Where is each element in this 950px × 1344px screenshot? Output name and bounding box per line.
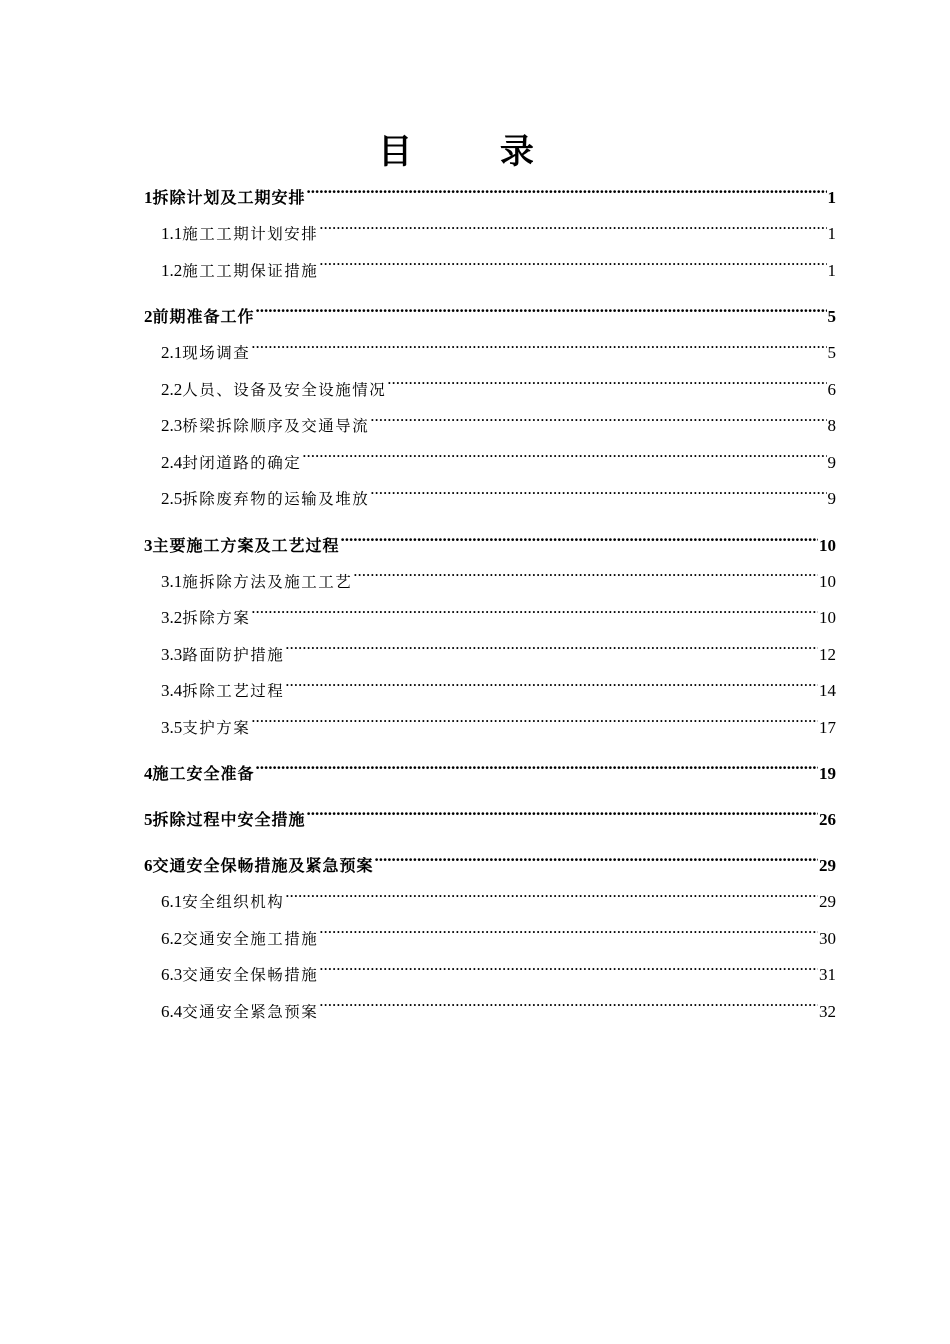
toc-section-entry[interactable] xyxy=(144,710,836,747)
toc-dot-leader xyxy=(387,378,826,395)
toc-section-entry[interactable] xyxy=(144,921,836,958)
toc-page-number: 31 xyxy=(819,965,836,984)
toc-entry-title: 交通安全保畅措施 xyxy=(182,966,319,984)
toc-section-entry[interactable] xyxy=(144,372,836,409)
toc-entry-title: 人员、设备及安全设施情况 xyxy=(182,380,387,399)
toc-entry-number: 4 xyxy=(144,764,153,783)
toc-entry-number: 5 xyxy=(144,810,153,829)
toc-page-number: 10 xyxy=(819,535,836,555)
toc-entry-number: 2.2 xyxy=(161,379,183,399)
toc-section-entry[interactable] xyxy=(144,994,836,1031)
toc-dot-leader xyxy=(319,222,826,239)
toc-dot-leader xyxy=(370,414,826,431)
toc-dot-leader xyxy=(319,259,826,276)
toc-entry-number: 6.4 xyxy=(161,1001,183,1021)
toc-chapter-entry[interactable] xyxy=(144,528,836,564)
toc-entry-number: 1 xyxy=(144,188,153,207)
toc-page-number: 14 xyxy=(819,681,836,700)
toc-dot-leader xyxy=(353,570,818,587)
toc-entry-title: 主要施工方案及工艺过程 xyxy=(152,535,340,555)
toc-dot-leader xyxy=(256,762,818,779)
toc-page-number: 1 xyxy=(827,260,836,280)
toc-entry-title: 交通安全施工措施 xyxy=(182,929,319,948)
toc-dot-leader xyxy=(285,643,818,660)
toc-entry-number: 6.1 xyxy=(161,892,183,911)
toc-entry-number: 3 xyxy=(144,535,153,555)
toc-entry-title: 施拆除方法及施工工艺 xyxy=(182,572,353,591)
toc-chapter-entry[interactable] xyxy=(144,299,836,335)
toc-entry-number: 6.3 xyxy=(161,965,183,984)
toc-entry-number: 1.2 xyxy=(161,260,183,280)
toc-section-entry[interactable] xyxy=(144,957,836,994)
toc-dot-leader xyxy=(256,305,827,322)
toc-dot-leader xyxy=(341,534,818,551)
toc-entry-title: 施工工期保证措施 xyxy=(182,261,319,280)
toc-page-number: 10 xyxy=(819,571,836,591)
toc-dot-leader xyxy=(251,341,826,358)
toc-entry-title: 前期准备工作 xyxy=(152,307,255,326)
toc-page-number: 26 xyxy=(819,810,836,829)
toc-entry-number: 3.1 xyxy=(161,571,183,591)
toc-dot-leader xyxy=(302,451,826,468)
toc-entry-title: 封闭道路的确定 xyxy=(182,453,302,472)
toc-entry-title: 拆除废弃物的运输及堆放 xyxy=(182,490,370,508)
toc-dot-leader xyxy=(285,679,818,696)
toc-entry-number: 6.2 xyxy=(161,928,183,948)
toc-entry-number: 2.1 xyxy=(161,343,183,362)
page-title: 目 录 xyxy=(378,132,572,172)
toc-section-entry[interactable] xyxy=(144,637,836,674)
toc-chapter-entry[interactable] xyxy=(144,180,836,216)
toc-page-number: 1 xyxy=(827,224,836,243)
toc-section-entry[interactable] xyxy=(144,253,836,290)
table-of-contents xyxy=(144,180,836,1030)
toc-entry-number: 2 xyxy=(144,307,153,326)
toc-dot-leader xyxy=(307,186,827,203)
toc-page-number: 9 xyxy=(827,452,836,472)
toc-page-number: 29 xyxy=(819,856,836,875)
toc-page-number: 32 xyxy=(819,1001,836,1021)
toc-section-entry[interactable] xyxy=(144,216,836,253)
toc-page-number: 30 xyxy=(819,928,836,948)
toc-page-number: 9 xyxy=(827,489,836,508)
toc-page-number: 12 xyxy=(819,644,836,664)
toc-section-entry[interactable] xyxy=(144,445,836,482)
toc-entry-title: 安全组织机构 xyxy=(182,893,285,911)
toc-entry-number: 3.2 xyxy=(161,608,183,627)
toc-entry-title: 拆除方案 xyxy=(182,609,251,627)
toc-section-entry[interactable] xyxy=(144,884,836,921)
toc-entry-number: 2.5 xyxy=(161,489,183,508)
toc-section-entry[interactable] xyxy=(144,481,836,518)
toc-section-entry[interactable] xyxy=(144,335,836,372)
toc-dot-leader xyxy=(319,963,818,980)
toc-page-number: 5 xyxy=(827,343,836,362)
toc-dot-leader xyxy=(319,1000,818,1017)
toc-entry-number: 2.4 xyxy=(161,452,183,472)
toc-section-entry[interactable] xyxy=(144,564,836,601)
toc-page-number: 10 xyxy=(819,608,836,627)
toc-entry-title: 拆除计划及工期安排 xyxy=(152,188,306,207)
toc-section-entry[interactable] xyxy=(144,673,836,710)
toc-entry-title: 支护方案 xyxy=(182,718,251,737)
toc-entry-number: 3.3 xyxy=(161,644,183,664)
toc-entry-title: 桥梁拆除顺序及交通导流 xyxy=(182,417,370,435)
toc-entry-number: 3.5 xyxy=(161,717,183,737)
toc-entry-title: 施工工期计划安排 xyxy=(182,225,319,243)
toc-dot-leader xyxy=(370,487,826,504)
toc-page-number: 6 xyxy=(827,379,836,399)
toc-entry-title: 交通安全保畅措施及紧急预案 xyxy=(152,856,374,875)
toc-entry-number: 2.3 xyxy=(161,416,183,435)
toc-entry-title: 拆除过程中安全措施 xyxy=(152,810,306,829)
toc-chapter-entry[interactable] xyxy=(144,756,836,792)
toc-dot-leader xyxy=(319,927,818,944)
toc-entry-title: 拆除工艺过程 xyxy=(182,682,285,700)
toc-chapter-entry[interactable] xyxy=(144,848,836,884)
toc-page-number: 17 xyxy=(819,717,836,737)
toc-chapter-entry[interactable] xyxy=(144,802,836,838)
toc-page-number: 19 xyxy=(819,764,836,783)
toc-dot-leader xyxy=(251,606,818,623)
toc-entry-title: 交通安全紧急预案 xyxy=(182,1002,319,1021)
toc-entry-title: 现场调查 xyxy=(182,344,251,362)
toc-section-entry[interactable] xyxy=(144,600,836,637)
toc-dot-leader xyxy=(375,854,818,871)
toc-entry-title: 路面防护措施 xyxy=(182,645,285,664)
toc-page-number: 29 xyxy=(819,892,836,911)
toc-entry-title: 施工安全准备 xyxy=(152,764,255,783)
toc-entry-number: 6 xyxy=(144,856,153,875)
toc-section-entry[interactable] xyxy=(144,408,836,445)
toc-entry-number: 1.1 xyxy=(161,224,183,243)
toc-entry-number: 3.4 xyxy=(161,681,183,700)
toc-page-number: 1 xyxy=(827,188,836,207)
toc-dot-leader xyxy=(251,716,818,733)
toc-dot-leader xyxy=(285,890,818,907)
toc-dot-leader xyxy=(307,808,818,825)
toc-page-number: 5 xyxy=(827,307,836,326)
toc-page-number: 8 xyxy=(827,416,836,435)
